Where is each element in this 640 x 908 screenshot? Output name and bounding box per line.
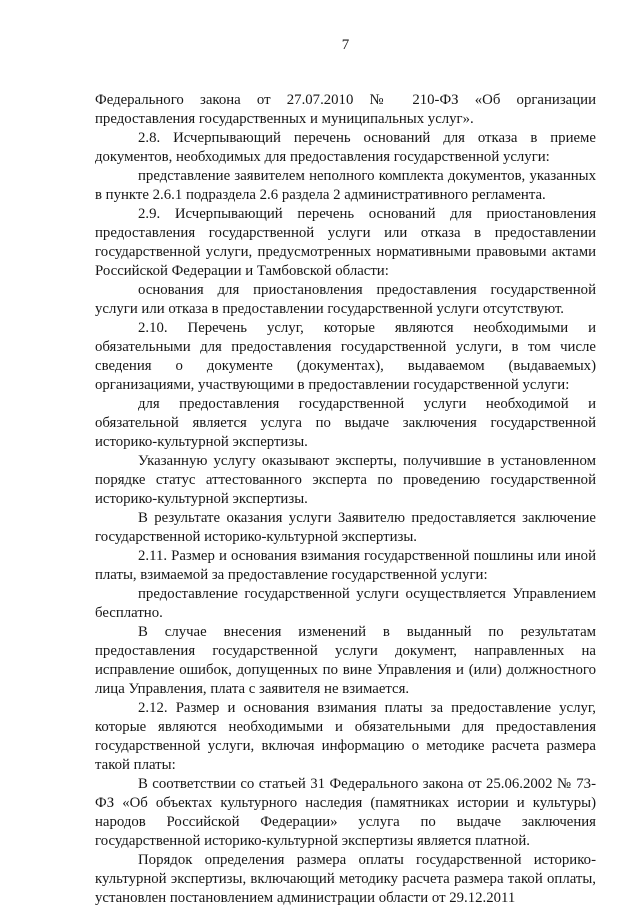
document-body [95, 91, 596, 908]
paragraph-6: 2.10. Перечень услуг, которые являются необходимыми и обязательными для предоставления государственной услуги, в том числе сведения о документе (документах), выдаваемом (выдаваемых) организациями, участвующими в предоставлении государственной услуги: [95, 320, 596, 393]
paragraph-3: представление заявителем неполного комплекта документов, указанных в пункте 2.6.1 подраздела 2.6 раздела 2 административного регламента. [95, 168, 596, 203]
paragraph-12: В случае внесения изменений в выданный по результатам предоставления государственной услуги документ, направленных на исправление ошибок, допущенных по вине Управления и (или) должностного лица Управления, плата с заявителя не взимается. [95, 624, 596, 697]
paragraph-4: 2.9. Исчерпывающий перечень оснований для приостановления предоставления государственной услуги или отказа в предоставлении государственной услуги, предусмотренных нормативными правовыми актами Российской Федерации и Тамбовской области: [95, 206, 596, 279]
paragraph-11: предоставление государственной услуги осуществляется Управлением бесплатно. [95, 586, 596, 621]
paragraph-9: В результате оказания услуги Заявителю предоставляется заключение государственной историко-культурной экспертизы. [95, 510, 596, 545]
paragraph-2: 2.8. Исчерпывающий перечень оснований для отказа в приеме документов, необходимых для предоставления государственной услуги: [95, 130, 596, 165]
page-number: 7 [341, 37, 350, 53]
paragraph-8: Указанную услугу оказывают эксперты, получившие в установленном порядке статус аттестованного эксперта по проведению государственной историко-культурной экспертизы. [95, 453, 596, 507]
paragraph-14: В соответствии со статьей 31 Федерального закона от 25.06.2002 № 73-ФЗ «Об объектах культурного наследия (памятниках истории и культуры) народов Российской Федерации» услуга по выдаче заключения государственной историко-культурной экспертизы является платной. [95, 776, 596, 849]
paragraph-5: основания для приостановления предоставления государственной услуги или отказа в предоставлении государственной услуги отсутствуют. [95, 282, 596, 317]
paragraph-10: 2.11. Размер и основания взимания государственной пошлины или иной платы, взимаемой за предоставление государственной услуги: [95, 548, 596, 583]
paragraph-13: 2.12. Размер и основания взимания платы за предоставление услуг, которые являются необходимыми и обязательными для предоставления государственной услуги, включая информацию о методике расчета размера такой платы: [95, 700, 596, 773]
paragraph-7: для предоставления государственной услуги необходимой и обязательной является услуга по выдаче заключения государственной историко-культурной экспертизы. [95, 396, 596, 450]
paragraph-1: Федерального закона от 27.07.2010 № 210-ФЗ «Об организации предоставления государственных и муниципальных услуг». [95, 92, 596, 127]
paragraph-15: Порядок определения размера оплаты государственной историко-культурной экспертизы, включающий методику расчета размера такой оплаты, установлен постановлением администрации области от 29.12.2011 [95, 852, 596, 906]
